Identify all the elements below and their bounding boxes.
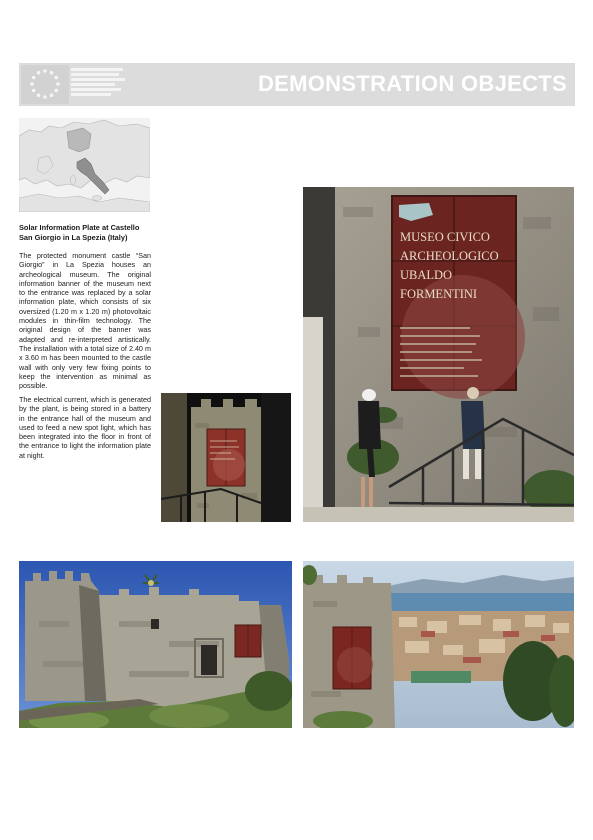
section-header [19,63,575,106]
eu-flag-icon [21,65,69,104]
photo-city-view [303,561,574,728]
program-logo-text [71,68,127,104]
description-paragraph: The protected monument castle “San Giorgio” in La Spezia houses an archeological museum. The original information banner of the museum next to the entrance was replaced by a solar information plate, which consists of six oversized (1.20 m x 1.20 m) photovoltaic modules in thin-film technology. The original design of the banner was adapted and re-interpreted artistically. The installation with a total size of 2.40 m x 3.60 m has been mounted to the castle wall with only very few fixing points to keep the intervention as minimal as possible. [19,251,151,391]
location-map [19,118,150,212]
caption-title: Solar Information Plate at Castello San Giorgio in La Spezia (Italy) [19,223,140,242]
photo-castle-exterior [19,561,292,728]
photo-solar-sign [303,187,574,522]
sign-line: UBALDO [400,268,453,282]
description-paragraph: The electrical current, which is generated by the plant, is being stored in a battery in the entrance hall of the museum and used to feed a new spot light, which has been integrated into the floor in front of the entrance to light the information plate at night. [19,395,151,460]
photo-sign-at-night [161,393,291,522]
sign-line: FORMENTINI [400,287,478,301]
sign-line: ARCHEOLOGICO [400,249,499,263]
sign-line: MUSEO CIVICO [400,230,490,244]
page-title: DEMONSTRATION OBJECTS [257,71,567,96]
